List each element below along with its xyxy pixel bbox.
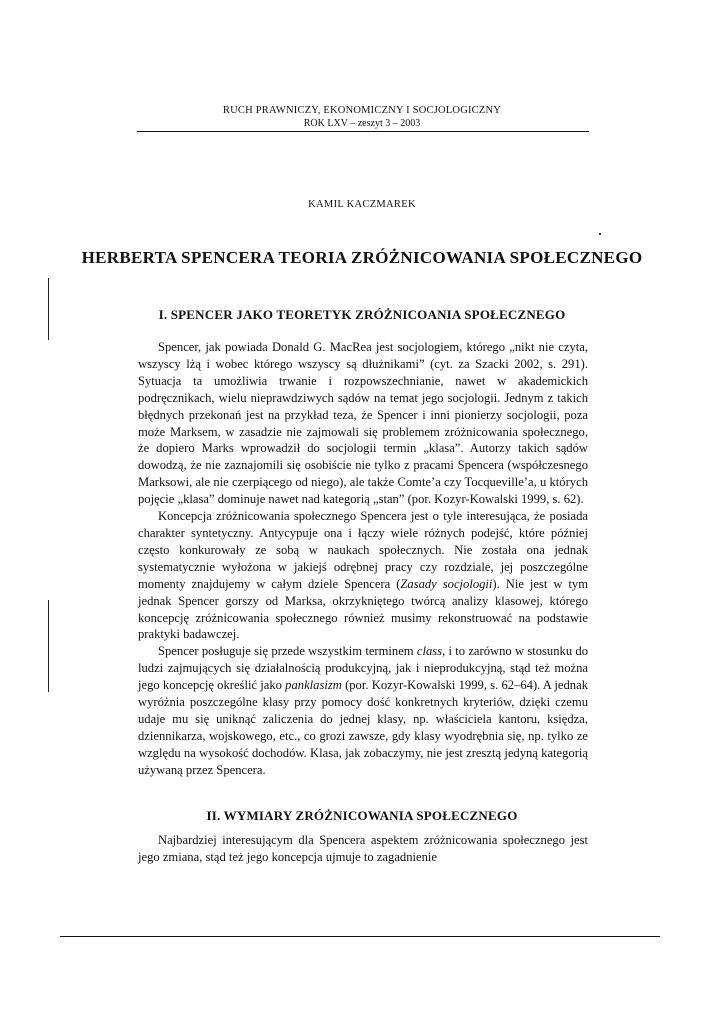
paragraph-2 (138, 508, 588, 643)
term-class: class (416, 644, 443, 659)
article-title: HERBERTA SPENCERA TEORIA ZRÓŻNICOWANIA SPOŁECZNEGO (81, 248, 643, 267)
section-1-body (138, 339, 588, 779)
journal-issue: ROK LXV – zeszyt 3 – 2003 (303, 118, 421, 129)
margin-mark (48, 600, 49, 692)
section-2-body (138, 832, 588, 866)
paragraph-2-text-a: Koncepcja zróżnicowania społecznego Spencera jest o tyle interesująca, że posiada charakter syntetyczny. Antycypuje ona i łączy wiele różnych podejść, które później często konkurowały ze sobą w naukach społecznych. Nie została ona jednak systematycznie wyłożona w jakiejś odrębnej pracy czy rozdziale, jej poszczególne momenty znajdujemy w całym dziele Spencera ( (138, 509, 588, 591)
paragraph-3-text-a: Spencer posługuje się przede wszystkim terminem (158, 644, 417, 659)
section-1-heading: I. SPENCER JAKO TEORETYK ZRÓŻNICOANIA SPOŁECZNEGO (158, 307, 566, 322)
margin-dot (599, 233, 601, 235)
section-2-heading: II. WYMIARY ZRÓŻNICOWANIA SPOŁECZNEGO (206, 808, 518, 823)
paragraph-2-text-b: ). Nie jest w tym jednak Spencer gorszy od Marksa, okrzykniętego twórcą analizy klasowej, którego koncepcję zróżnicowania społecznego również musimy rekonstruować na podstawie praktyki badawczej. (138, 576, 588, 642)
cited-work: Zasady socjologii (400, 576, 493, 591)
paragraph-3-text-c: (por. Kozyr-Kowalski 1999, s. 62–64). A jednak wyróżnia poszczególne klasy przy pomocy dość konkretnych kryteriów, dzięki czemu udaje mu się uniknąć zaliczenia do jednej klasy, np. właściciela kantoru, księdza, dziennikarza, wojskowego, etc., co grozi zawsze, gdy klasy wyodrębnia się, np. tylko ze względu na wysokość dochodów. Klasa, jak zobaczymy, nie jest zresztą jedyną kategorią używaną przez Spencera. (138, 678, 588, 777)
paragraph-3 (138, 643, 588, 778)
footer-rule (60, 936, 660, 937)
journal-title: RUCH PRAWNICZY, EKONOMICZNY I SOCJOLOGICZNY (222, 105, 502, 116)
margin-mark (48, 278, 49, 340)
paragraph-4: Najbardziej interesującym dla Spencera aspektem zróżnicowania społecznego jest jego zmiana, stąd też jego koncepcja ujmuje to zagadnienie (138, 833, 588, 864)
author-name: KAMIL KACZMAREK (308, 199, 416, 210)
term-panklasizm: panklasizm (285, 678, 342, 693)
header-rule (137, 131, 589, 132)
paragraph-3-text-b: , i to zarówno w stosunku do ludzi zajmujących się działalnością produkcyjną, jak i nieprodukcyjną, stąd też można jego koncepcję określić jako (138, 644, 588, 693)
paragraph-1: Spencer, jak powiada Donald G. MacRea jest socjologiem, którego „nikt nie czyta, wszyscy lżą i wobec którego wszyscy są dłużnikami” (cyt. za Szacki 2002, s. 291). Sytuacja ta umożliwia trwanie i rozpowszechnianie, nawet w akademickich podręcznikach, wielu nieprawdziwych sądów na temat jego socjologii. Jednym z takich błędnych przekonań jest na przykład teza, że Spencer i inni pionierzy socjologii, poza może Marksem, w zasadzie nie zajmowali się problemem zróżnicowania społecznego, że dopiero Marks wprowadził do socjologii termin „klasa”. Autorzy takich sądów dowodzą, że nie zaznajomili się osobiście nie tylko z pracami Spencera (współczesnego Marksowi, ale nie czerpiącego od niego), ale także Comte’a czy Tocqueville’a, u których pojęcie „klasa” dominuje nawet nad kategorią „stan” (por. Kozyr-Kowalski 1999, s. 62). (138, 340, 588, 507)
